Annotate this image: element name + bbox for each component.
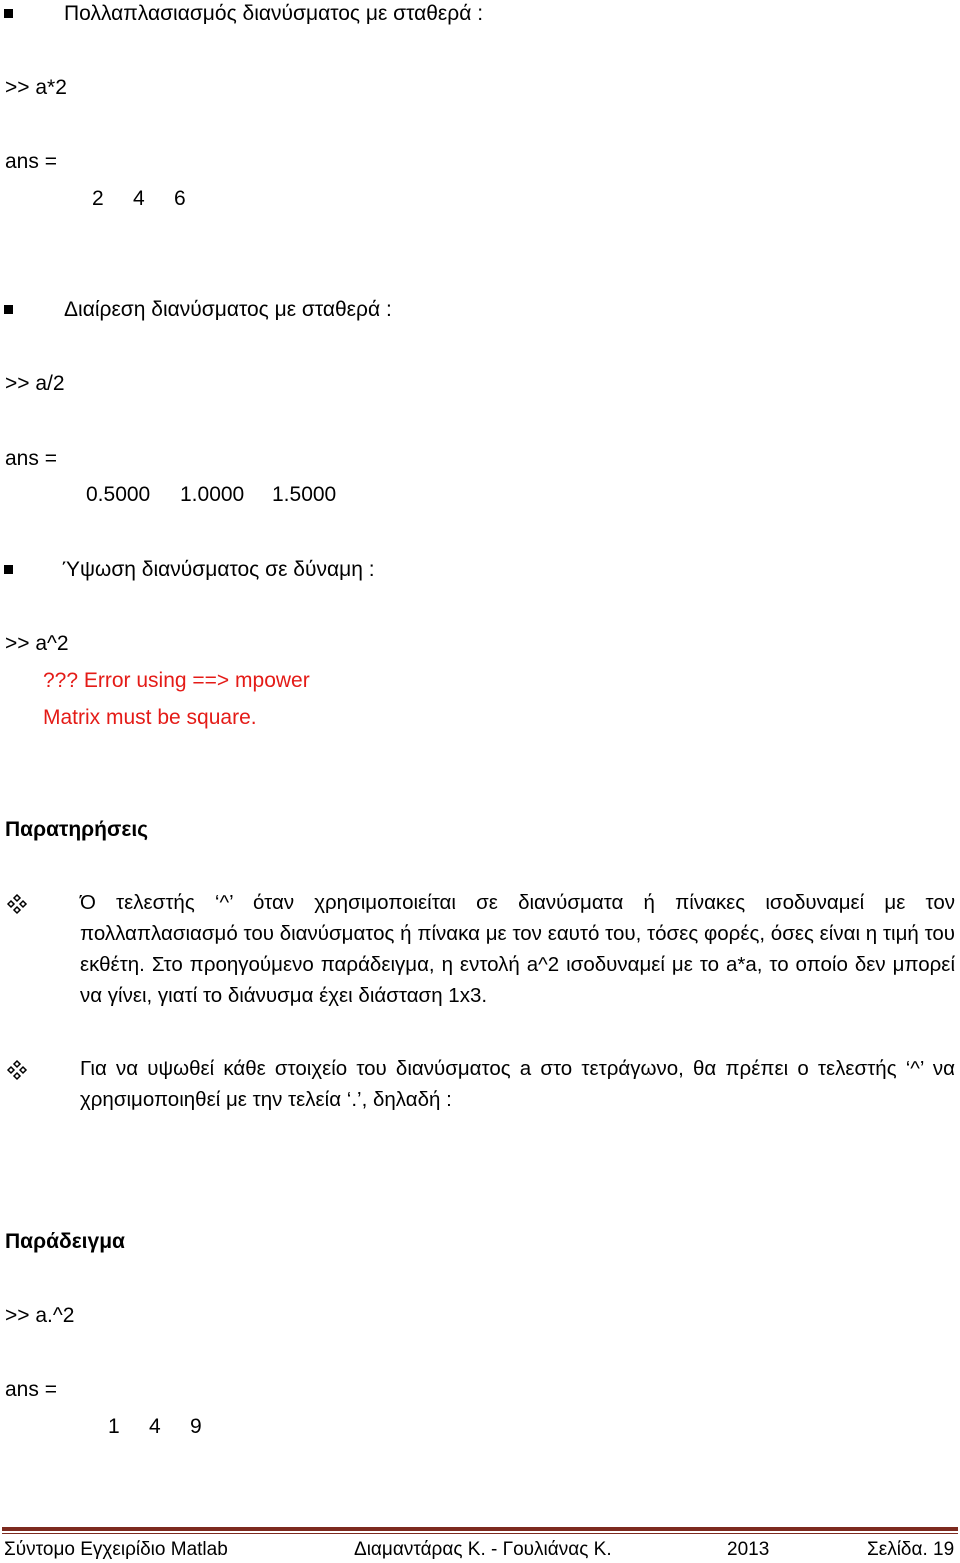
example-ans-label: ans = (5, 1378, 57, 1401)
example-value: 9 (190, 1415, 202, 1438)
multiply-value: 6 (174, 187, 186, 210)
footer-rule (2, 1527, 958, 1531)
error-message: ??? Error using ==> mpower (43, 669, 310, 692)
square-bullet-icon (4, 9, 13, 18)
footer-page-number: Σελίδα. 19 (867, 1539, 955, 1560)
multiply-value: 4 (133, 187, 145, 210)
diamond-bullet-icon (6, 893, 28, 915)
divide-command: >> a/2 (5, 372, 65, 395)
square-bullet-icon (4, 565, 13, 574)
divide-ans-label: ans = (5, 447, 57, 470)
example-command: >> a.^2 (5, 1304, 75, 1327)
example-value: 4 (149, 1415, 161, 1438)
divide-value: 1.0000 (180, 483, 245, 506)
remark-paragraph: Ό τελεστής ‘^’ όταν χρησιμοποιείται σε διανύσματα ή πίνακες ισοδυναμεί με τον πολλαπλασιασμό του διανύσματος ή πίνακα με τον εαυτό του, τόσες φορές, όσες είναι η τιμή του εκθέτη. Στο προηγούμενο παράδειγμα, η εντολή a^2 ισοδυναμεί με το a*a, το οποίο δεν μπορεί να γίνει, γιατί το διάνυσμα έχει διάσταση 1x3. (80, 891, 955, 1007)
power-command: >> a^2 (5, 632, 69, 655)
square-bullet-icon (4, 305, 13, 314)
footer-title: Σύντομο Εγχειρίδιο Matlab (4, 1539, 228, 1560)
divide-value: 1.5000 (272, 483, 337, 506)
diamond-bullet-icon (6, 1059, 28, 1081)
multiply-value: 2 (92, 187, 104, 210)
remarks-heading: Παρατηρήσεις (5, 818, 149, 841)
multiply-ans-label: ans = (5, 150, 57, 173)
footer-rule (2, 1533, 958, 1534)
example-value: 1 (108, 1415, 120, 1438)
footer-year: 2013 (727, 1539, 770, 1560)
error-message: Matrix must be square. (43, 706, 257, 729)
footer-authors: Διαμαντάρας Κ. - Γουλιάνας Κ. (354, 1539, 612, 1560)
divide-value: 0.5000 (86, 483, 151, 506)
power-title: Ύψωση διανύσματος σε δύναμη : (62, 558, 375, 581)
multiply-title: Πολλαπλασιασμός διανύσματος με σταθερά : (64, 2, 484, 25)
divide-title: Διαίρεση διανύσματος με σταθερά : (64, 298, 392, 321)
example-heading: Παράδειγμα (5, 1230, 125, 1253)
remark-paragraph: Για να υψωθεί κάθε στοιχείο του διανύσματος a στο τετράγωνο, θα πρέπει ο τελεστής ‘^’ να χρησιμοποιηθεί με την τελεία ‘.’, δηλαδή : (80, 1057, 955, 1111)
multiply-command: >> a*2 (5, 76, 67, 99)
